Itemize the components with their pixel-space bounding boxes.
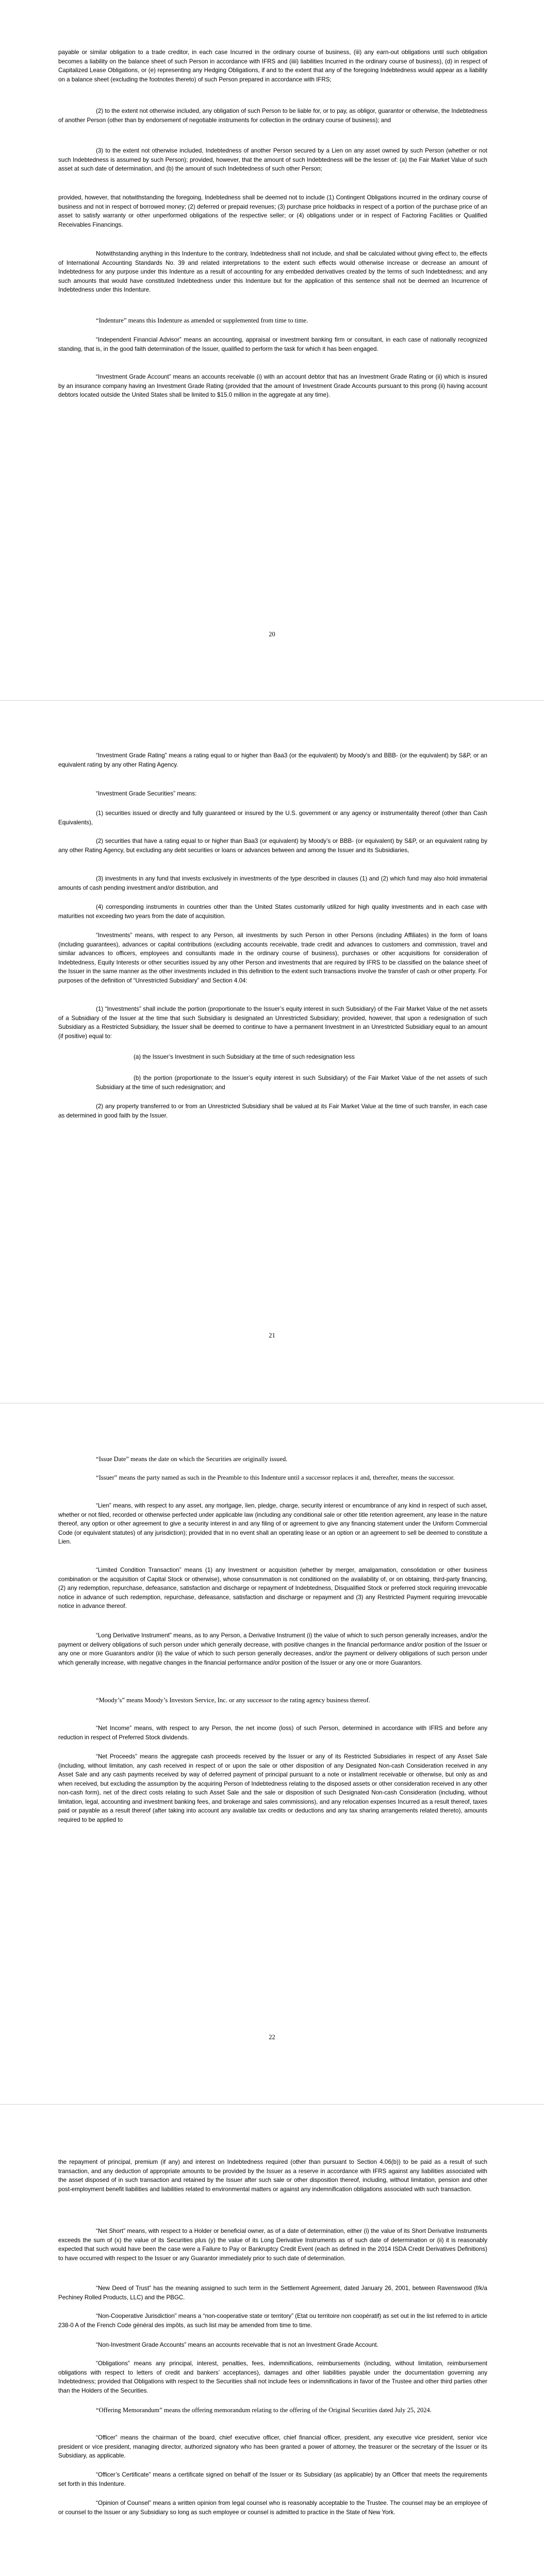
definition-paragraph: payable or similar obligation to a trade creditor, in each case Incurred in the ordinary course of business, (iii) any earn-out obligations until such obligation becomes a liability on the balance sheet of such Person in accordance with IFRS and (iiii) liabilities Incurred in the ordinary course of business), (d) in respect of Capitalized Lease Obligations, or (e) representing any Hedging Obligations, if and to the extent that any of the foregoing Indebtedness would appear as a liability on a balance sheet (excluding the footnotes thereto) of such Person prepared in accordance with IFRS; xyxy=(58,49,487,83)
definition-paragraph: “New Deed of Trust” has the meaning assigned to such term in the Settlement Agreement, dated January 26, 2001, between Ravenswood (f/k/a Pechiney Rolled Products, LLC) and the PBGC. xyxy=(58,2285,487,2301)
definition-paragraph: “Net Income” means, with respect to any Person, the net income (loss) of such Person, determined in accordance with IFRS and before any reduction in respect of Preferred Stock dividends. xyxy=(58,1725,487,1741)
definition-paragraph: Notwithstanding anything in this Indenture to the contrary, Indebtedness shall not include, and shall be calculated without giving effect to, the effects of International Accounting Standards No. 39 and related interpretations to the extent such effects would otherwise increase or decrease an amount of Indebtedness for any purpose under this Indenture as a result of accounting for any embedded derivatives created by the terms of such Indebtedness; and any such amounts that would have constituted Indebtedness under this Indenture but for the application of this sentence shall not be deemed an Incurrence of Indebtedness under this Indenture. xyxy=(58,250,487,293)
page-number: 21 xyxy=(269,1332,275,1339)
definition-paragraph: “Lien” means, with respect to any asset, any mortgage, lien, pledge, charge, security interest or encumbrance of any kind in respect of such asset, whether or not filed, recorded or otherwise perfected under applicable law (including any conditional sale or other title retention agreement, any lease in the nature thereof, any option or other agreement to give a security interest in and any filing of or agreement to give any financing statement under the Uniform Commercial Code (or equivalent statutes) of any jurisdiction); provided that in no event shall an operating lease or an option or an agreement to sell be deemed to constitute a Lien. xyxy=(58,1502,487,1545)
definition-paragraph: “Officer’s Certificate” means a certificate signed on behalf of the Issuer or its Subsidiary (as applicable) by an Officer that meets the requirements set forth in this Indenture. xyxy=(58,2471,487,2487)
definition-paragraph: (2) to the extent not otherwise included, any obligation of such Person to be liable for, or to pay, as obligor, guarantor or otherwise, the Indebtedness of another Person (other than by endorsement of negotiable instruments for collection in the ordinary course of business); and xyxy=(58,108,487,124)
definition-paragraph: “Net Proceeds” means the aggregate cash proceeds received by the Issuer or any of its Restricted Subsidiaries in respect of any Asset Sale (including, without limitation, any cash received in respect of or upon the sale or other disposition of any Designated Non-cash Consideration received in any Asset Sale and any cash payments received by way of deferred payment of principal pursuant to a note or installment receivable or otherwise, but only as and when received, but excluding the assumption by the acquiring Person of Indebtedness relating to the disposed assets or other consideration received in any other non-cash form), net of the direct costs relating to such Asset Sale and the sale or disposition of such Designated Non-cash Consideration (including, without limitation, legal, accounting and investment banking fees, and brokerage and sales commissions), and any relocation expenses Incurred as a result thereof, taxes paid or payable as a result thereof (after taking into account any available tax credits or deductions and any tax sharing arrangements related thereto), amounts required to be applied to xyxy=(58,1753,487,1823)
definition-paragraph: “Non-Cooperative Jurisdiction” means a “non-cooperative state or territory” (Etat ou territoire non coopératif) as set out in the list referred to in article 238-0 A of the French Code général des impôts, as such list may be amended from time to time. xyxy=(58,2313,487,2329)
definition-paragraph: (2) securities that have a rating equal to or higher than Baa3 (or equivalent) by Moody’s or BBB- (or equivalent) by S&P, or an equivalent rating by any other Rating Agency, but excluding any debt securities or loans or advances between and among the Issuer and its Subsidiaries, xyxy=(58,838,487,854)
definition-paragraph: the repayment of principal, premium (if any) and interest on Indebtedness required (other than pursuant to Section 4.06(b)) to be paid as a result of such transaction, and any deduction of appropriate amounts to be provided by the Issuer as a reserve in accordance with IFRS against any liabilities associated with the asset disposed of in such transaction and retained by the Issuer after such sale or other disposition thereof, including, without limitation, pension and other post-employment benefit liabilities and liabilities related to environmental matters or against any indemnification obligations associated with such transaction. xyxy=(58,2159,487,2193)
definition-paragraph: (2) any property transferred to or from an Unrestricted Subsidiary shall be valued at its Fair Market Value at the time of such transfer, in each case as determined in good faith by the Issuer. xyxy=(58,1103,487,1119)
definition-paragraph: “Investments” means, with respect to any Person, all investments by such Person in other Persons (including Affiliates) in the form of loans (including guarantees), advances or capital contributions (excluding accounts receivable, trade credit and advances to customers and commission, travel and similar advances to officers, employees and consultants made in the ordinary course of business), purchases or other acquisitions for consideration of Indebtedness, Equity Interests or other securities issued by any other Person and investments that are required by IFRS to be classified on the balance sheet of the Issuer in the same manner as the other investments included in this definition to the extent such transactions involve the transfer of cash or other property. For purposes of the definition of “Unrestricted Subsidiary” and Section 4.04: xyxy=(58,932,487,984)
page-number: 20 xyxy=(269,631,275,638)
page-number: 22 xyxy=(269,2033,275,2041)
definition-paragraph: (3) investments in any fund that invests exclusively in investments of the type described in clauses (1) and (2) which fund may also hold immaterial amounts of cash pending investment and/or distribution, and xyxy=(58,875,487,891)
definition-paragraph: provided, however, that notwithstanding the foregoing, Indebtedness shall be deemed not to include (1) Contingent Obligations incurred in the ordinary course of business and not in respect of borrowed money; (2) deferred or prepaid revenues; (3) purchase price holdbacks in respect of a portion of the purchase price of an asset to satisfy warranty or other unperformed obligations of the respective seller; or (4) obligations under or in respect of Factoring Facilities or Qualified Receivables Financings. xyxy=(58,194,487,228)
definition-paragraph: (b) the portion (proportionate to the Issuer’s equity interest in such Subsidiary) of the Fair Market Value of the net assets of such Subsidiary at the time of such redesignation; and xyxy=(96,1075,487,1091)
definition-paragraph: “Long Derivative Instrument” means, as to any Person, a Derivative Instrument (i) the value of which to such person generally increases, and/or the payment or delivery obligations of such person under which generally decrease, with positive changes in the financial performance and/or position of the Issuer or any one or more Guarantors and/or (ii) the value of which to such person generally decreases, and/or the payment or delivery obligations of such person under which generally increase, with negative changes in the financial performance and/or position of the Issuer or any one or more Guarantors. xyxy=(58,1632,487,1666)
page-divider xyxy=(0,700,544,701)
definition-paragraph: “Issue Date” means the date on which the Securities are originally issued. xyxy=(96,1455,288,1463)
definition-paragraph: (4) corresponding instruments in countries other than the United States customarily utilized for high quality investments and in each case with maturities not exceeding two years from the date of acquisition. xyxy=(58,904,487,920)
definition-paragraph: “Investment Grade Account” means an accounts receivable (i) with an account debtor that has an Investment Grade Rating or (ii) which is insured by an insurance company having an Investment Grade Rating (provided that the amount of Investment Grade Accounts pursuant to this prong (ii) having account debtors located outside the United States shall be limited to $15.0 million in the aggregate at any time). xyxy=(58,374,487,398)
definition-paragraph: “Issuer” means the party named as such in the Preamble to this Indenture until a successor replaces it and, thereafter, means the successor. xyxy=(96,1474,455,1481)
definition-paragraph: “Net Short” means, with respect to a Holder or beneficial owner, as of a date of determination, either (i) the value of its Short Derivative Instruments exceeds the sum of (x) the value of its Securities plus (y) the value of its Long Derivative Instruments as of such date of determination or (ii) it is reasonably expected that such would have been the case were a Failure to Pay or Bankruptcy Credit Event (each as defined in the 2014 ISDA Credit Derivatives Definitions) to have occurred with respect to the Issuer or any Guarantor immediately prior to such date of determination. xyxy=(58,2228,487,2262)
definition-paragraph: “Offering Memorandum” means the offering memorandum relating to the offering of the Original Securities dated July 25, 2024. xyxy=(96,2406,432,2414)
definition-paragraph: “Opinion of Counsel” means a written opinion from legal counsel who is reasonably acceptable to the Trustee. The counsel may be an employee of or counsel to the Issuer or any Subsidiary so long as such employee or counsel is admitted to practice in the State of New York. xyxy=(58,2500,487,2516)
page-divider xyxy=(0,2104,544,2105)
definition-paragraph: (1) “Investments” shall include the portion (proportionate to the Issuer’s equity interest in such Subsidiary) of the Fair Market Value of the net assets of a Subsidiary of the Issuer at the time that such Subsidiary is designated an Unrestricted Subsidiary; provided, however, that upon a redesignation of such Subsidiary as a Restricted Subsidiary, the Issuer shall be deemed to continue to have a permanent Investment in an Unrestricted Subsidiary equal to an amount (if positive) equal to: xyxy=(58,1006,487,1040)
definition-paragraph: “Moody’s” means Moody’s Investors Service, Inc. or any successor to the rating agency business thereof. xyxy=(96,1697,370,1704)
definition-paragraph: “Investment Grade Rating” means a rating equal to or higher than Baa3 (or the equivalent) by Moody’s and BBB- (or the equivalent) by S&P, or an equivalent rating by any other Rating Agency. xyxy=(58,752,487,768)
definition-paragraph: (a) the Issuer’s Investment in such Subsidiary at the time of such redesignation less xyxy=(134,1054,355,1060)
definition-paragraph: (3) to the extent not otherwise included, Indebtedness of another Person secured by a Lien on any asset owned by such Person (whether or not such Indebtedness is assumed by such Person); provided, however, that the amount of such Indebtedness will be the lesser of: (a) the Fair Market Value of such asset at such date of determination, and (b) the amount of such Indebtedness of such other Person; xyxy=(58,147,487,172)
definition-paragraph: “Independent Financial Advisor” means an accounting, appraisal or investment banking firm or consultant, in each case of nationally recognized standing, that is, in the good faith determination of the Issuer, qualified to perform the task for which it has been engaged. xyxy=(58,336,487,352)
definition-paragraph: “Investment Grade Securities” means: xyxy=(96,790,197,797)
definition-paragraph: “Non-Investment Grade Accounts” means an accounts receivable that is not an Investment Grade Account. xyxy=(96,2342,378,2348)
definition-paragraph: “Officer” means the chairman of the board, chief executive officer, chief financial officer, president, any executive vice president, senior vice president or vice president, managing director, authorized signatory who has been granted a power of attorney, the treasurer or the secretary of the Issuer or its Subsidiary, as applicable. xyxy=(58,2434,487,2459)
definition-paragraph: “Obligations” means any principal, interest, penalties, fees, indemnifications, reimbursements (including, without limitation, reimbursement obligations with respect to letters of credit and bankers’ acceptances), damages and other liabilities payable under the documentation governing any Indebtedness; provided that Obligations with respect to the Securities shall not include fees or indemnifications in favor of the Trustee and other third parties other than the Holders of the Securities. xyxy=(58,2360,487,2394)
definition-paragraph: “Indenture” means this Indenture as amended or supplemented from time to time. xyxy=(96,317,308,324)
definition-paragraph: (1) securities issued or directly and fully guaranteed or insured by the U.S. government or any agency or instrumentality thereof (other than Cash Equivalents), xyxy=(58,810,487,826)
definition-paragraph: “Limited Condition Transaction” means (1) any Investment or acquisition (whether by merger, amalgamation, consolidation or other business combination or the acquisition of Capital Stock or otherwise), whose consummation is not conditioned on the availability of, or on obtaining, third-party financing, (2) any redemption, repurchase, defeasance, satisfaction and discharge or repayment of Indebtedness, Disqualified Stock or preferred stock requiring irrevocable notice in advance of such redemption, repurchase, defeasance, satisfaction and discharge or repayment and (3) any Restricted Payment requiring irrevocable notice in advance thereof. xyxy=(58,1567,487,1609)
